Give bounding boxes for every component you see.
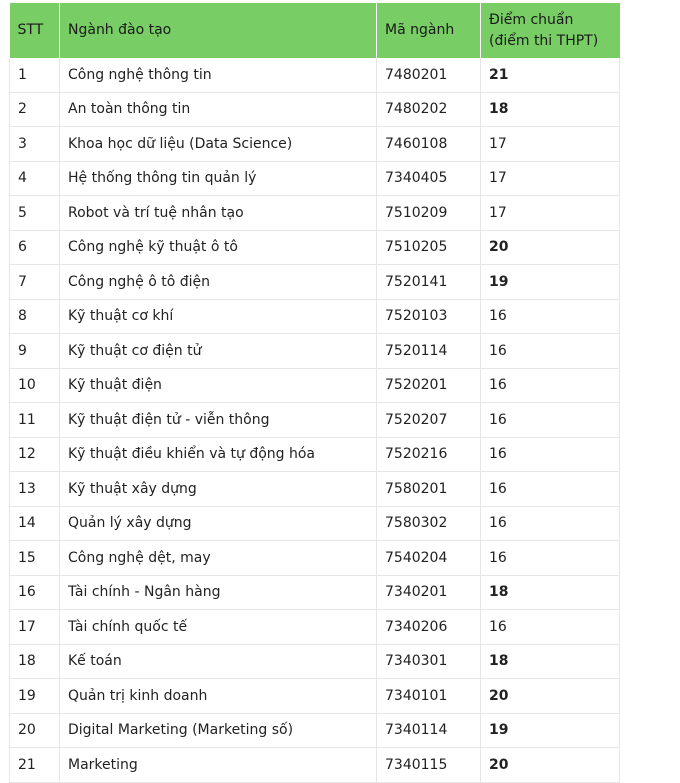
row-stt: 14: [10, 506, 60, 541]
row-major: Digital Marketing (Marketing số): [60, 713, 377, 748]
header-score: [481, 3, 620, 58]
row-major: Kỹ thuật điện: [60, 368, 377, 403]
row-major: Khoa học dữ liệu (Data Science): [60, 127, 377, 162]
table-row: [10, 713, 620, 748]
row-code: 7480202: [377, 92, 481, 127]
row-score: 18: [481, 92, 620, 127]
row-stt: 17: [10, 610, 60, 645]
row-code: 7580201: [377, 472, 481, 507]
row-code: 7520201: [377, 368, 481, 403]
table-row: [10, 299, 620, 334]
table-row: [10, 368, 620, 403]
row-code: 7480201: [377, 58, 481, 92]
row-code: 7340405: [377, 161, 481, 196]
header-stt: STT: [10, 3, 60, 58]
row-code: 7340301: [377, 644, 481, 679]
row-major: Tài chính quốc tế: [60, 610, 377, 645]
row-score: 20: [481, 679, 620, 714]
row-code: 7520103: [377, 299, 481, 334]
row-major: Kỹ thuật cơ điện tử: [60, 334, 377, 369]
row-score: 19: [481, 713, 620, 748]
row-stt: 9: [10, 334, 60, 369]
row-major: Kỹ thuật điện tử - viễn thông: [60, 403, 377, 438]
row-code: 7510205: [377, 230, 481, 265]
row-stt: 3: [10, 127, 60, 162]
row-score: 21: [481, 58, 620, 92]
row-major: Tài chính - Ngân hàng: [60, 575, 377, 610]
row-major: Quản trị kinh doanh: [60, 679, 377, 714]
table-row: [10, 403, 620, 438]
row-code: 7510209: [377, 196, 481, 231]
row-score: 17: [481, 196, 620, 231]
table-row: [10, 196, 620, 231]
row-score: 20: [481, 748, 620, 783]
row-stt: 21: [10, 748, 60, 783]
row-score: 16: [481, 368, 620, 403]
table-row: [10, 92, 620, 127]
table-row: [10, 161, 620, 196]
row-major: Kỹ thuật cơ khí: [60, 299, 377, 334]
table-row: [10, 472, 620, 507]
row-code: 7340101: [377, 679, 481, 714]
row-stt: 11: [10, 403, 60, 438]
row-major: Hệ thống thông tin quản lý: [60, 161, 377, 196]
row-code: 7520114: [377, 334, 481, 369]
row-major: Quản lý xây dựng: [60, 506, 377, 541]
row-stt: 19: [10, 679, 60, 714]
row-major: An toàn thông tin: [60, 92, 377, 127]
header-score-line2: (điểm thi THPT): [489, 32, 599, 49]
row-stt: 20: [10, 713, 60, 748]
row-major: Kỹ thuật xây dựng: [60, 472, 377, 507]
row-score: 16: [481, 334, 620, 369]
row-major: Công nghệ kỹ thuật ô tô: [60, 230, 377, 265]
row-code: 7340206: [377, 610, 481, 645]
table-row: [10, 437, 620, 472]
row-stt: 7: [10, 265, 60, 300]
row-stt: 16: [10, 575, 60, 610]
row-stt: 15: [10, 541, 60, 576]
row-stt: 2: [10, 92, 60, 127]
table-row: [10, 748, 620, 783]
table-body: [10, 58, 620, 782]
row-code: 7340114: [377, 713, 481, 748]
table-row: [10, 230, 620, 265]
header-score-line1: Điểm chuẩn: [489, 12, 574, 29]
row-stt: 5: [10, 196, 60, 231]
row-score: 16: [481, 437, 620, 472]
row-major: Công nghệ thông tin: [60, 58, 377, 92]
row-score: 18: [481, 644, 620, 679]
header-row: [10, 3, 620, 58]
row-stt: 1: [10, 58, 60, 92]
table-row: [10, 541, 620, 576]
table-row: [10, 334, 620, 369]
row-stt: 6: [10, 230, 60, 265]
row-code: 7580302: [377, 506, 481, 541]
row-code: 7460108: [377, 127, 481, 162]
row-major: Công nghệ ô tô điện: [60, 265, 377, 300]
table-row: [10, 127, 620, 162]
table-row: [10, 58, 620, 92]
row-stt: 10: [10, 368, 60, 403]
table-row: [10, 610, 620, 645]
row-score: 16: [481, 472, 620, 507]
row-code: 7520216: [377, 437, 481, 472]
row-score: 16: [481, 610, 620, 645]
row-score: 18: [481, 575, 620, 610]
table-row: [10, 265, 620, 300]
row-major: Kỹ thuật điều khiển và tự động hóa: [60, 437, 377, 472]
row-major: Robot và trí tuệ nhân tạo: [60, 196, 377, 231]
row-major: Marketing: [60, 748, 377, 783]
row-stt: 8: [10, 299, 60, 334]
row-code: 7340115: [377, 748, 481, 783]
row-code: 7540204: [377, 541, 481, 576]
table-row: [10, 644, 620, 679]
admission-scores-table: [9, 3, 620, 783]
row-score: 16: [481, 506, 620, 541]
row-score: 17: [481, 127, 620, 162]
header-major: Ngành đào tạo: [60, 3, 377, 58]
table-row: [10, 679, 620, 714]
row-score: 20: [481, 230, 620, 265]
table-header: [10, 3, 620, 58]
row-stt: 4: [10, 161, 60, 196]
header-code: Mã ngành: [377, 3, 481, 58]
row-stt: 18: [10, 644, 60, 679]
row-score: 16: [481, 299, 620, 334]
row-code: 7520141: [377, 265, 481, 300]
table-row: [10, 506, 620, 541]
row-score: 17: [481, 161, 620, 196]
row-stt: 13: [10, 472, 60, 507]
row-score: 16: [481, 403, 620, 438]
row-code: 7520207: [377, 403, 481, 438]
row-stt: 12: [10, 437, 60, 472]
row-score: 16: [481, 541, 620, 576]
row-score: 19: [481, 265, 620, 300]
row-major: Kế toán: [60, 644, 377, 679]
row-code: 7340201: [377, 575, 481, 610]
table-row: [10, 575, 620, 610]
row-major: Công nghệ dệt, may: [60, 541, 377, 576]
